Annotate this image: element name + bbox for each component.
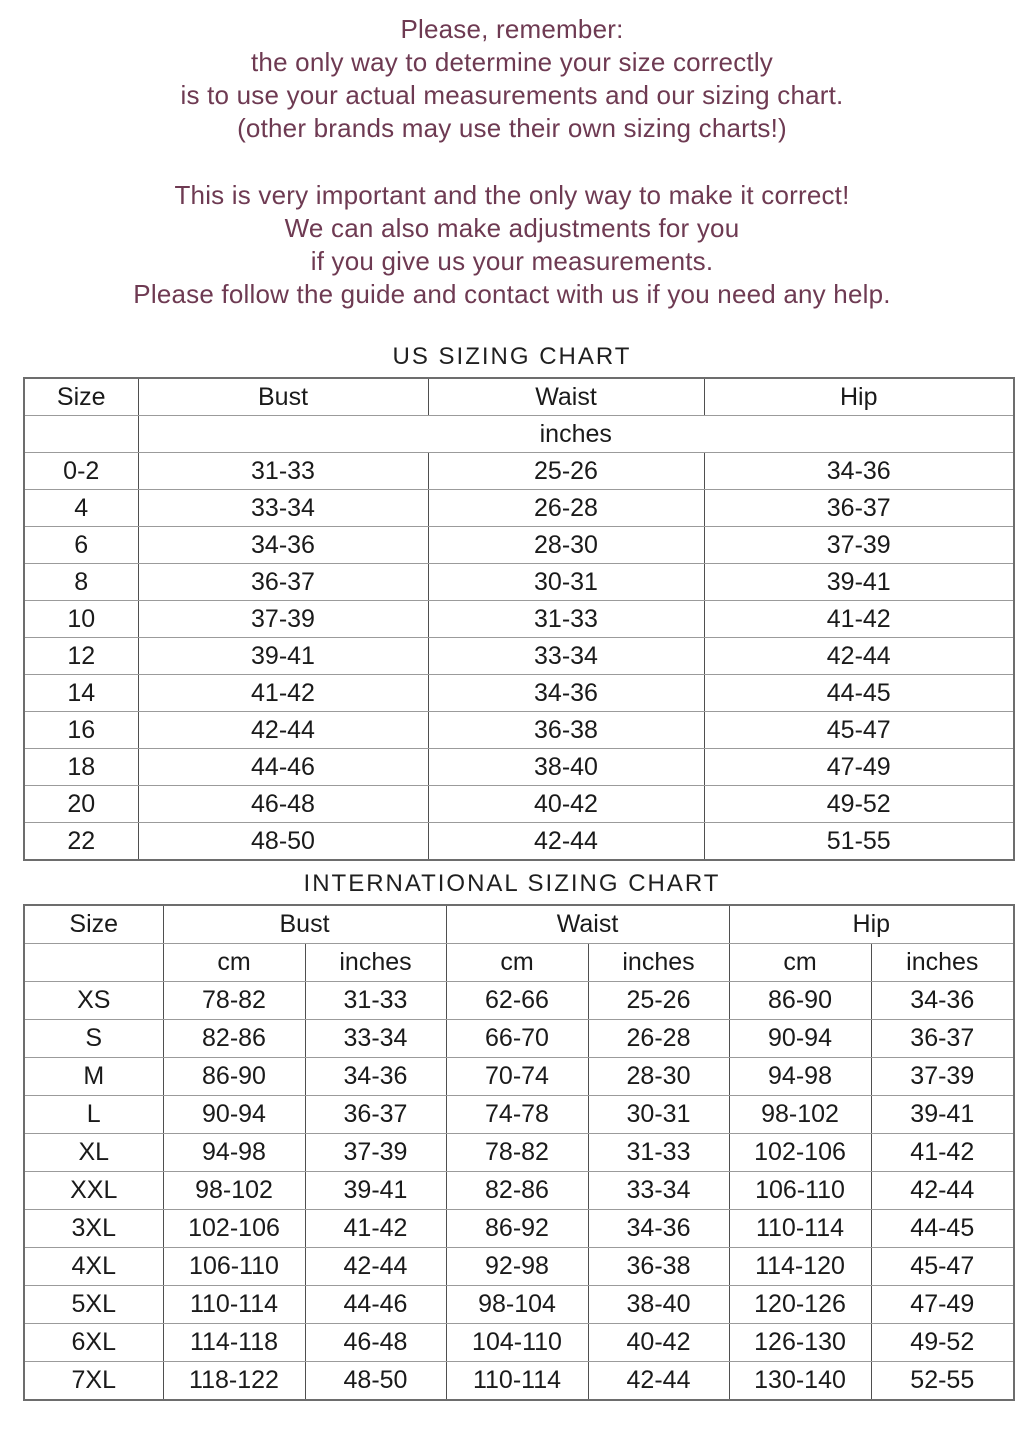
- size-cell: XS: [24, 982, 163, 1020]
- header-row: [24, 905, 1014, 944]
- intro-line: the only way to determine your size correctly: [251, 47, 773, 77]
- value-cell: 47-49: [871, 1286, 1014, 1324]
- size-cell: 8: [24, 564, 138, 601]
- table-row: [24, 1362, 1014, 1401]
- value-cell: 28-30: [588, 1058, 729, 1096]
- value-cell: 36-38: [428, 712, 704, 749]
- table-row: [24, 823, 1014, 861]
- table-row: [24, 675, 1014, 712]
- value-cell: 45-47: [871, 1248, 1014, 1286]
- value-cell: 42-44: [871, 1172, 1014, 1210]
- international-sizing-table: [23, 904, 1015, 1401]
- value-cell: 86-92: [446, 1210, 588, 1248]
- value-cell: 39-41: [305, 1172, 446, 1210]
- value-cell: 104-110: [446, 1324, 588, 1362]
- value-cell: 36-38: [588, 1248, 729, 1286]
- value-cell: 37-39: [871, 1058, 1014, 1096]
- value-cell: 36-37: [871, 1020, 1014, 1058]
- column-header-waist: Waist: [428, 378, 704, 416]
- table-row: [24, 1172, 1014, 1210]
- value-cell: 25-26: [428, 453, 704, 490]
- table-row: [24, 786, 1014, 823]
- value-cell: 30-31: [588, 1096, 729, 1134]
- value-cell: 41-42: [704, 601, 1014, 638]
- table-row: [24, 1210, 1014, 1248]
- table-row: [24, 527, 1014, 564]
- value-cell: 120-126: [729, 1286, 871, 1324]
- value-cell: 98-102: [163, 1172, 305, 1210]
- value-cell: 42-44: [588, 1362, 729, 1401]
- size-cell: 12: [24, 638, 138, 675]
- value-cell: 33-34: [305, 1020, 446, 1058]
- size-cell: 5XL: [24, 1286, 163, 1324]
- size-cell: XXL: [24, 1172, 163, 1210]
- value-cell: 70-74: [446, 1058, 588, 1096]
- value-cell: 45-47: [704, 712, 1014, 749]
- value-cell: 110-114: [163, 1286, 305, 1324]
- intro-line: This is very important and the only way to make it correct!: [174, 180, 850, 210]
- size-cell: XL: [24, 1134, 163, 1172]
- value-cell: 31-33: [588, 1134, 729, 1172]
- table-row: [24, 1096, 1014, 1134]
- empty-cell: [24, 944, 163, 982]
- unit-label-inches: inches: [588, 944, 729, 982]
- value-cell: 114-118: [163, 1324, 305, 1362]
- value-cell: 110-114: [729, 1210, 871, 1248]
- us-table-body: [24, 453, 1014, 861]
- value-cell: 51-55: [704, 823, 1014, 861]
- value-cell: 39-41: [138, 638, 428, 675]
- intro-line: if you give us your measurements.: [310, 246, 714, 276]
- value-cell: 33-34: [428, 638, 704, 675]
- value-cell: 46-48: [138, 786, 428, 823]
- value-cell: 37-39: [704, 527, 1014, 564]
- column-header-size: Size: [24, 905, 163, 944]
- size-cell: 7XL: [24, 1362, 163, 1401]
- us-sizing-table: [23, 377, 1015, 861]
- value-cell: 41-42: [871, 1134, 1014, 1172]
- value-cell: 41-42: [305, 1210, 446, 1248]
- unit-label-cm: cm: [446, 944, 588, 982]
- value-cell: 34-36: [871, 982, 1014, 1020]
- table-row: [24, 490, 1014, 527]
- table-row: [24, 1324, 1014, 1362]
- column-header-hip: Hip: [704, 378, 1014, 416]
- unit-label-inches: inches: [305, 944, 446, 982]
- value-cell: 44-46: [138, 749, 428, 786]
- value-cell: 74-78: [446, 1096, 588, 1134]
- value-cell: 118-122: [163, 1362, 305, 1401]
- value-cell: 49-52: [871, 1324, 1014, 1362]
- value-cell: 36-37: [305, 1096, 446, 1134]
- value-cell: 34-36: [428, 675, 704, 712]
- value-cell: 94-98: [163, 1134, 305, 1172]
- value-cell: 48-50: [305, 1362, 446, 1401]
- intro-paragraph-1: [0, 13, 1024, 145]
- table-row: [24, 1020, 1014, 1058]
- size-cell: 16: [24, 712, 138, 749]
- value-cell: 25-26: [588, 982, 729, 1020]
- value-cell: 34-36: [704, 453, 1014, 490]
- size-cell: 10: [24, 601, 138, 638]
- value-cell: 49-52: [704, 786, 1014, 823]
- value-cell: 62-66: [446, 982, 588, 1020]
- value-cell: 86-90: [729, 982, 871, 1020]
- value-cell: 86-90: [163, 1058, 305, 1096]
- value-cell: 36-37: [138, 564, 428, 601]
- international-chart-title: INTERNATIONAL SIZING CHART: [303, 870, 721, 897]
- size-cell: 3XL: [24, 1210, 163, 1248]
- value-cell: 36-37: [704, 490, 1014, 527]
- value-cell: 90-94: [729, 1020, 871, 1058]
- value-cell: 42-44: [704, 638, 1014, 675]
- table-row: [24, 1286, 1014, 1324]
- us-chart-title: US SIZING CHART: [392, 343, 632, 370]
- value-cell: 126-130: [729, 1324, 871, 1362]
- value-cell: 26-28: [428, 490, 704, 527]
- value-cell: 42-44: [138, 712, 428, 749]
- value-cell: 33-34: [138, 490, 428, 527]
- value-cell: 39-41: [704, 564, 1014, 601]
- table-row: [24, 564, 1014, 601]
- unit-label-cm: cm: [729, 944, 871, 982]
- unit-row: [24, 944, 1014, 982]
- value-cell: 31-33: [305, 982, 446, 1020]
- value-cell: 78-82: [446, 1134, 588, 1172]
- value-cell: 110-114: [446, 1362, 588, 1401]
- value-cell: 40-42: [428, 786, 704, 823]
- value-cell: 37-39: [138, 601, 428, 638]
- size-cell: S: [24, 1020, 163, 1058]
- value-cell: 106-110: [729, 1172, 871, 1210]
- size-cell: L: [24, 1096, 163, 1134]
- value-cell: 34-36: [588, 1210, 729, 1248]
- value-cell: 98-104: [446, 1286, 588, 1324]
- table-row: [24, 1134, 1014, 1172]
- value-cell: 78-82: [163, 982, 305, 1020]
- size-cell: M: [24, 1058, 163, 1096]
- value-cell: 82-86: [446, 1172, 588, 1210]
- size-cell: 20: [24, 786, 138, 823]
- value-cell: 38-40: [588, 1286, 729, 1324]
- size-cell: 4: [24, 490, 138, 527]
- value-cell: 48-50: [138, 823, 428, 861]
- header-row: [24, 378, 1014, 416]
- value-cell: 92-98: [446, 1248, 588, 1286]
- intro-line: is to use your actual measurements and our sizing chart.: [180, 80, 844, 110]
- size-cell: 18: [24, 749, 138, 786]
- value-cell: 31-33: [138, 453, 428, 490]
- value-cell: 52-55: [871, 1362, 1014, 1401]
- size-cell: 22: [24, 823, 138, 861]
- table-row: [24, 601, 1014, 638]
- column-header-waist: Waist: [446, 905, 729, 944]
- column-header-bust: Bust: [163, 905, 446, 944]
- intro-line: Please follow the guide and contact with us if you need any help.: [133, 279, 891, 309]
- size-cell: 4XL: [24, 1248, 163, 1286]
- value-cell: 40-42: [588, 1324, 729, 1362]
- intro-line: (other brands may use their own sizing charts!): [237, 113, 787, 143]
- value-cell: 82-86: [163, 1020, 305, 1058]
- value-cell: 37-39: [305, 1134, 446, 1172]
- value-cell: 47-49: [704, 749, 1014, 786]
- value-cell: 34-36: [305, 1058, 446, 1096]
- column-header-hip: Hip: [729, 905, 1014, 944]
- intro-paragraph-2: [0, 179, 1024, 311]
- table-row: [24, 749, 1014, 786]
- table-row: [24, 1058, 1014, 1096]
- table-row: [24, 453, 1014, 490]
- size-cell: 14: [24, 675, 138, 712]
- intro-line: We can also make adjustments for you: [284, 213, 740, 243]
- size-cell: 0-2: [24, 453, 138, 490]
- value-cell: 44-45: [704, 675, 1014, 712]
- value-cell: 106-110: [163, 1248, 305, 1286]
- value-cell: 31-33: [428, 601, 704, 638]
- column-header-size: Size: [24, 378, 138, 416]
- column-header-bust: Bust: [138, 378, 428, 416]
- unit-label: inches: [138, 416, 1014, 453]
- value-cell: 114-120: [729, 1248, 871, 1286]
- value-cell: 41-42: [138, 675, 428, 712]
- value-cell: 34-36: [138, 527, 428, 564]
- value-cell: 26-28: [588, 1020, 729, 1058]
- size-cell: 6: [24, 527, 138, 564]
- value-cell: 94-98: [729, 1058, 871, 1096]
- empty-cell: [24, 416, 138, 453]
- value-cell: 46-48: [305, 1324, 446, 1362]
- table-row: [24, 1248, 1014, 1286]
- unit-label-cm: cm: [163, 944, 305, 982]
- table-row: [24, 712, 1014, 749]
- value-cell: 130-140: [729, 1362, 871, 1401]
- value-cell: 33-34: [588, 1172, 729, 1210]
- value-cell: 28-30: [428, 527, 704, 564]
- value-cell: 30-31: [428, 564, 704, 601]
- unit-row: [24, 416, 1014, 453]
- intro-text: [0, 0, 1024, 311]
- table-row: [24, 638, 1014, 675]
- value-cell: 42-44: [428, 823, 704, 861]
- value-cell: 98-102: [729, 1096, 871, 1134]
- table-row: [24, 982, 1014, 1020]
- value-cell: 39-41: [871, 1096, 1014, 1134]
- value-cell: 102-106: [163, 1210, 305, 1248]
- intro-line: Please, remember:: [400, 14, 624, 44]
- value-cell: 44-46: [305, 1286, 446, 1324]
- value-cell: 42-44: [305, 1248, 446, 1286]
- value-cell: 102-106: [729, 1134, 871, 1172]
- size-cell: 6XL: [24, 1324, 163, 1362]
- unit-label-inches: inches: [871, 944, 1014, 982]
- value-cell: 38-40: [428, 749, 704, 786]
- value-cell: 90-94: [163, 1096, 305, 1134]
- value-cell: 44-45: [871, 1210, 1014, 1248]
- value-cell: 66-70: [446, 1020, 588, 1058]
- international-table-body: [24, 982, 1014, 1401]
